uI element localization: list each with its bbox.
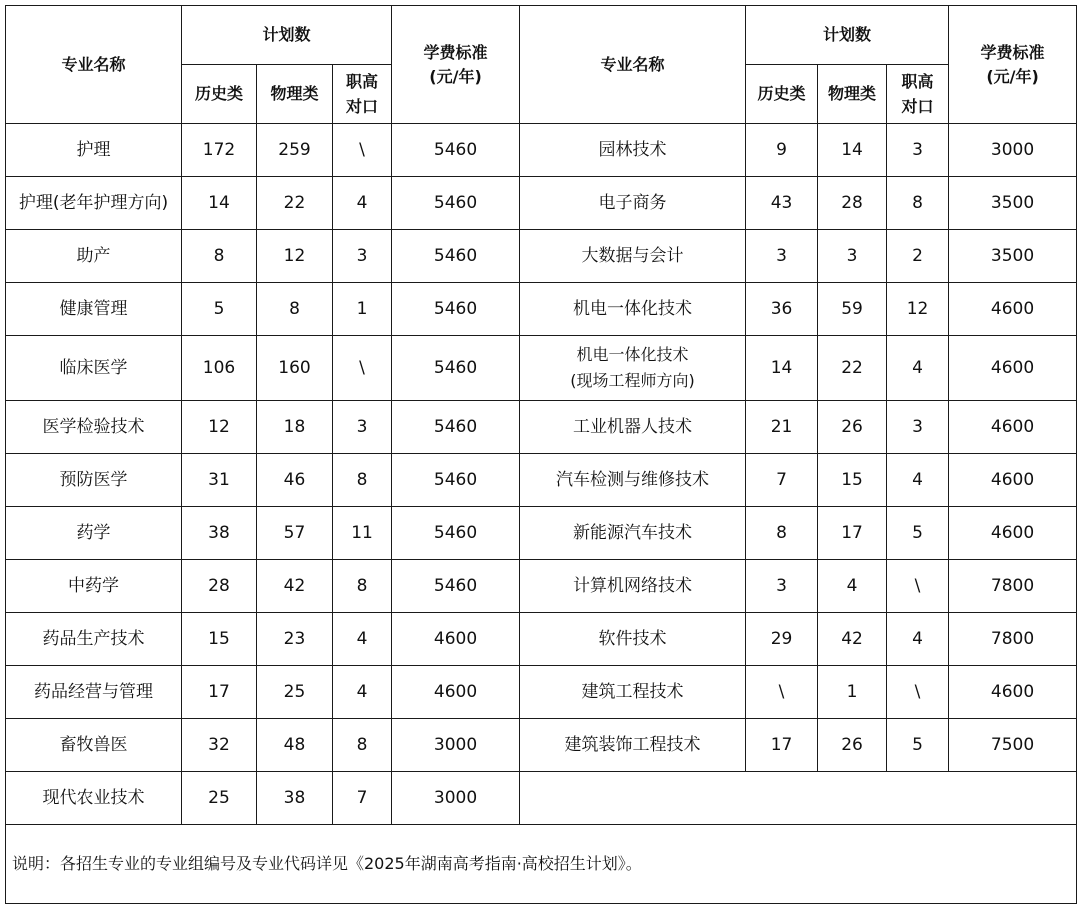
vocational-count: \ [887, 666, 949, 719]
major-name: 机电一体化技术 (现场工程师方向) [520, 336, 746, 401]
header-major-name-right: 专业名称 [520, 6, 746, 124]
tuition: 3500 [949, 177, 1077, 230]
tuition: 4600 [949, 336, 1077, 401]
history-count: 14 [182, 177, 257, 230]
major-name: 医学检验技术 [6, 401, 182, 454]
note-row [6, 825, 1077, 904]
physics-count: 57 [257, 507, 333, 560]
tuition: 4600 [949, 507, 1077, 560]
physics-count: 8 [257, 283, 333, 336]
major-name: 中药学 [6, 560, 182, 613]
major-name: 汽车检测与维修技术 [520, 454, 746, 507]
history-count: 106 [182, 336, 257, 401]
enrollment-plan-table-wrapper [5, 5, 1076, 904]
major-name: 药学 [6, 507, 182, 560]
table-row [6, 772, 1077, 825]
physics-count: 3 [818, 230, 887, 283]
table-row [6, 401, 1077, 454]
tuition: 5460 [392, 230, 520, 283]
physics-count: 26 [818, 401, 887, 454]
major-name: 建筑工程技术 [520, 666, 746, 719]
vocational-count: 8 [333, 719, 392, 772]
vocational-count: 8 [887, 177, 949, 230]
vocational-count: 4 [333, 177, 392, 230]
vocational-count: 4 [333, 666, 392, 719]
header-history-right: 历史类 [746, 65, 818, 124]
major-name: 护理 [6, 124, 182, 177]
major-name: 预防医学 [6, 454, 182, 507]
tuition: 5460 [392, 124, 520, 177]
history-count: 32 [182, 719, 257, 772]
tuition: 5460 [392, 560, 520, 613]
header-plan-count-right: 计划数 [746, 6, 949, 65]
physics-count: 18 [257, 401, 333, 454]
table-header [6, 6, 1077, 124]
history-count: 36 [746, 283, 818, 336]
tuition: 3000 [392, 772, 520, 825]
enrollment-plan-table [5, 5, 1077, 904]
header-vocational-left: 职高 对口 [333, 65, 392, 124]
tuition: 5460 [392, 177, 520, 230]
major-name: 新能源汽车技术 [520, 507, 746, 560]
vocational-count: 11 [333, 507, 392, 560]
major-name: 现代农业技术 [6, 772, 182, 825]
tuition: 7500 [949, 719, 1077, 772]
vocational-count: 12 [887, 283, 949, 336]
tuition: 7800 [949, 613, 1077, 666]
tuition: 3000 [949, 124, 1077, 177]
physics-count: 14 [818, 124, 887, 177]
history-count: 29 [746, 613, 818, 666]
major-name: 园林技术 [520, 124, 746, 177]
table-row [6, 230, 1077, 283]
header-tuition-left: 学费标准 (元/年) [392, 6, 520, 124]
physics-count: 42 [818, 613, 887, 666]
history-count: 3 [746, 560, 818, 613]
major-name: 电子商务 [520, 177, 746, 230]
physics-count: 12 [257, 230, 333, 283]
history-count: 17 [182, 666, 257, 719]
major-name: 药品经营与管理 [6, 666, 182, 719]
table-row [6, 560, 1077, 613]
tuition: 4600 [949, 283, 1077, 336]
header-physics-left: 物理类 [257, 65, 333, 124]
history-count: 15 [182, 613, 257, 666]
physics-count: 259 [257, 124, 333, 177]
tuition: 3500 [949, 230, 1077, 283]
tuition: 4600 [949, 401, 1077, 454]
vocational-count: 7 [333, 772, 392, 825]
note-text: 说明：各招生专业的专业组编号及专业代码详见《2025年湖南高考指南·高校招生计划》。 [6, 825, 1077, 904]
vocational-count: \ [333, 336, 392, 401]
physics-count: 4 [818, 560, 887, 613]
physics-count: 59 [818, 283, 887, 336]
vocational-count: 3 [333, 230, 392, 283]
history-count: 7 [746, 454, 818, 507]
tuition: 4600 [392, 613, 520, 666]
tuition: 3000 [392, 719, 520, 772]
physics-count: 15 [818, 454, 887, 507]
physics-count: 22 [257, 177, 333, 230]
vocational-count: 4 [333, 613, 392, 666]
vocational-count: 4 [887, 336, 949, 401]
history-count: 12 [182, 401, 257, 454]
header-major-name-left: 专业名称 [6, 6, 182, 124]
vocational-count: 4 [887, 613, 949, 666]
tuition: 7800 [949, 560, 1077, 613]
header-physics-right: 物理类 [818, 65, 887, 124]
history-count: 8 [182, 230, 257, 283]
table-row [6, 613, 1077, 666]
table-row [6, 454, 1077, 507]
physics-count: 1 [818, 666, 887, 719]
vocational-count: 3 [887, 401, 949, 454]
history-count: 28 [182, 560, 257, 613]
major-name: 护理(老年护理方向) [6, 177, 182, 230]
table-row [6, 124, 1077, 177]
major-name: 健康管理 [6, 283, 182, 336]
history-count: \ [746, 666, 818, 719]
physics-count: 22 [818, 336, 887, 401]
tuition: 4600 [949, 454, 1077, 507]
major-name: 计算机网络技术 [520, 560, 746, 613]
major-name: 工业机器人技术 [520, 401, 746, 454]
physics-count: 26 [818, 719, 887, 772]
table-row [6, 336, 1077, 401]
physics-count: 25 [257, 666, 333, 719]
vocational-count: \ [333, 124, 392, 177]
tuition: 4600 [392, 666, 520, 719]
tuition: 5460 [392, 401, 520, 454]
history-count: 14 [746, 336, 818, 401]
vocational-count: 3 [333, 401, 392, 454]
physics-count: 23 [257, 613, 333, 666]
major-name: 大数据与会计 [520, 230, 746, 283]
tuition: 5460 [392, 507, 520, 560]
history-count: 9 [746, 124, 818, 177]
history-count: 25 [182, 772, 257, 825]
header-plan-count-left: 计划数 [182, 6, 392, 65]
table-row [6, 507, 1077, 560]
vocational-count: 8 [333, 560, 392, 613]
vocational-count: \ [887, 560, 949, 613]
history-count: 21 [746, 401, 818, 454]
tuition: 5460 [392, 283, 520, 336]
vocational-count: 8 [333, 454, 392, 507]
history-count: 3 [746, 230, 818, 283]
table-row [6, 177, 1077, 230]
table-row [6, 283, 1077, 336]
major-name: 畜牧兽医 [6, 719, 182, 772]
tuition: 5460 [392, 336, 520, 401]
vocational-count: 1 [333, 283, 392, 336]
vocational-count: 5 [887, 719, 949, 772]
tuition: 4600 [949, 666, 1077, 719]
history-count: 17 [746, 719, 818, 772]
history-count: 43 [746, 177, 818, 230]
tuition: 5460 [392, 454, 520, 507]
header-tuition-right: 学费标准 (元/年) [949, 6, 1077, 124]
table-row [6, 719, 1077, 772]
major-name: 机电一体化技术 [520, 283, 746, 336]
physics-count: 17 [818, 507, 887, 560]
major-name: 建筑装饰工程技术 [520, 719, 746, 772]
physics-count: 38 [257, 772, 333, 825]
physics-count: 28 [818, 177, 887, 230]
major-name: 临床医学 [6, 336, 182, 401]
major-name: 助产 [6, 230, 182, 283]
vocational-count: 4 [887, 454, 949, 507]
history-count: 8 [746, 507, 818, 560]
vocational-count: 2 [887, 230, 949, 283]
physics-count: 48 [257, 719, 333, 772]
vocational-count: 5 [887, 507, 949, 560]
physics-count: 160 [257, 336, 333, 401]
empty-cell [520, 772, 1077, 825]
header-vocational-right: 职高 对口 [887, 65, 949, 124]
history-count: 31 [182, 454, 257, 507]
major-name: 药品生产技术 [6, 613, 182, 666]
physics-count: 46 [257, 454, 333, 507]
history-count: 5 [182, 283, 257, 336]
header-history-left: 历史类 [182, 65, 257, 124]
table-row [6, 666, 1077, 719]
physics-count: 42 [257, 560, 333, 613]
history-count: 172 [182, 124, 257, 177]
vocational-count: 3 [887, 124, 949, 177]
history-count: 38 [182, 507, 257, 560]
major-name: 软件技术 [520, 613, 746, 666]
